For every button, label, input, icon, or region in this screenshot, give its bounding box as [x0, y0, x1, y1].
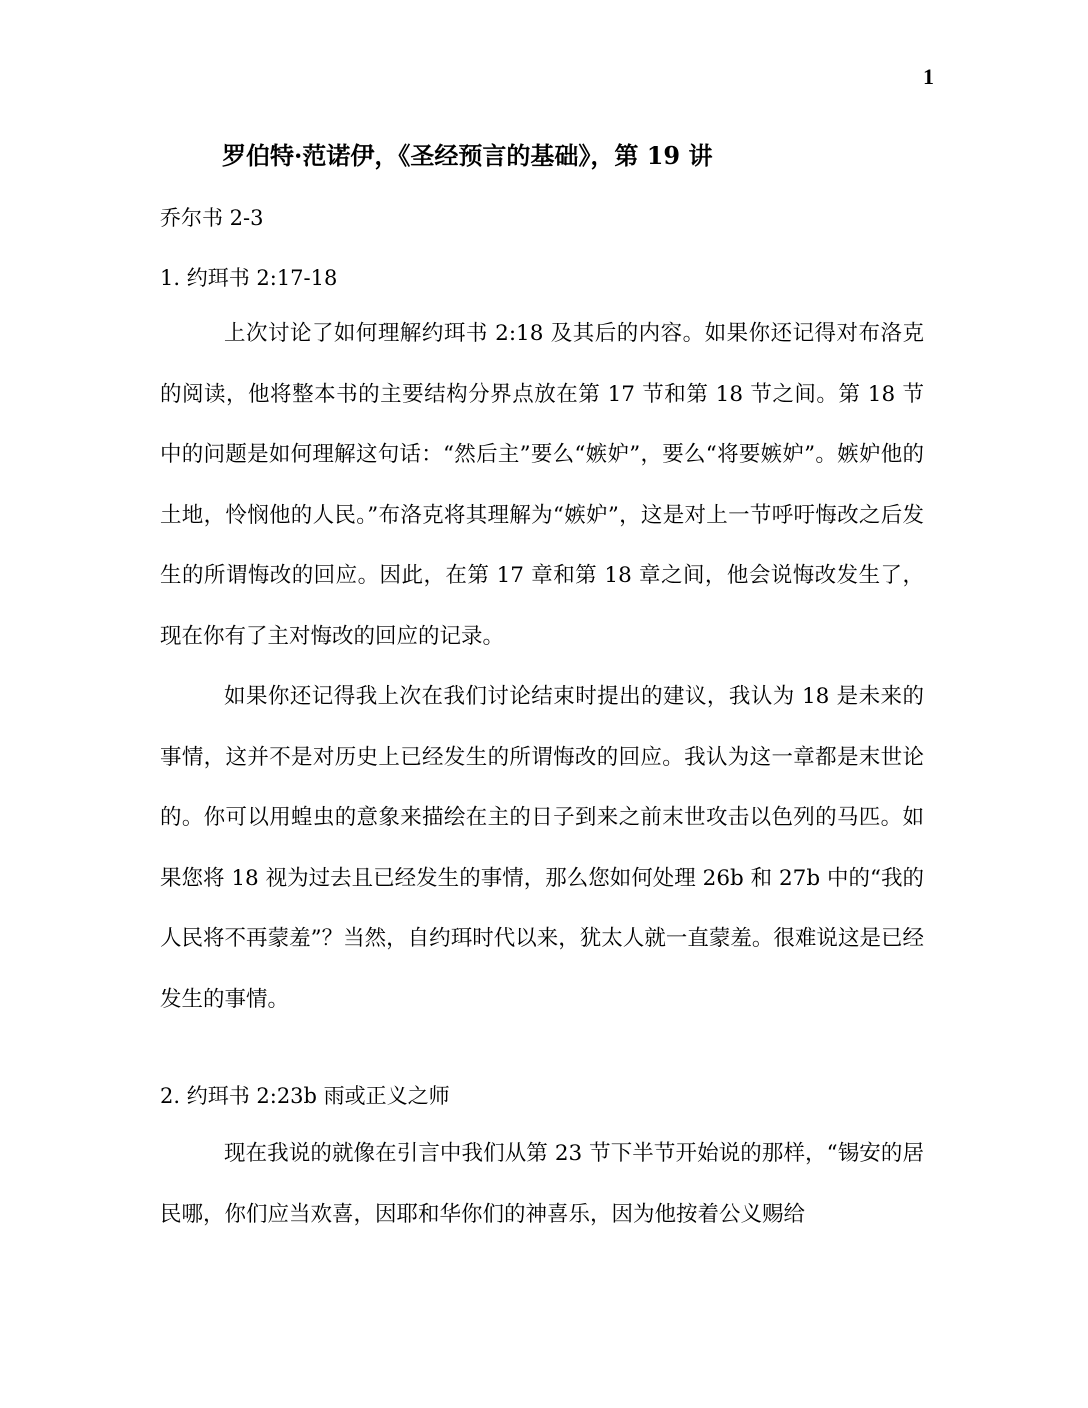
body-paragraph-2: 如果你还记得我上次在我们讨论结束时提出的建议，我认为 18 是未来的事情，这并不是对历史上已经发生的所谓悔改的回应。我认为这一章都是末世论的。你可以用蝗虫的意象来描绘在主的日子到来之前末世攻击以色列的马匹。如果您将 18 视为过去且已经发生的事情，那么您如何处理 26b 和 27b 中的“我的人民将不再蒙羞”？当然，自约珥时代以来，犹太人就一直蒙羞。很难说这是已经发生的事情。 [160, 684, 924, 1012]
section-heading-1: 1. 约珥书 2:17-18 [160, 266, 338, 290]
section-heading-2: 2. 约珥书 2:23b 雨或正义之师 [160, 1084, 450, 1108]
lecture-subtitle: 乔尔书 2-3 [160, 206, 264, 230]
body-paragraph-3: 现在我说的就像在引言中我们从第 23 节下半节开始说的那样，“锡安的居民哪，你们应当欢喜，因耶和华你们的神喜乐，因为他按着公义赐给 [160, 1141, 924, 1227]
lecture-title: 罗伯特·范诺伊，《圣经预言的基础》，第 19 讲 [222, 141, 713, 170]
body-paragraph-1: 上次讨论了如何理解约珥书 2:18 及其后的内容。如果你还记得对布洛克的阅读，他将整本书的主要结构分界点放在第 17 节和第 18 节之间。第 18 节中的问题是如何理解这句话：“然后主”要么“嫉妒”，要么“将要嫉妒”。嫉妒他的土地，怜悯他的人民。”布洛克将其理解为“嫉妒”，这是对上一节呼吁悔改之后发生的所谓悔改的回应。因此，在第 17 章和第 18 章之间，他会说悔改发生了，现在你有了主对悔改的回应的记录。 [160, 321, 924, 649]
page-number: 1 [923, 64, 934, 89]
